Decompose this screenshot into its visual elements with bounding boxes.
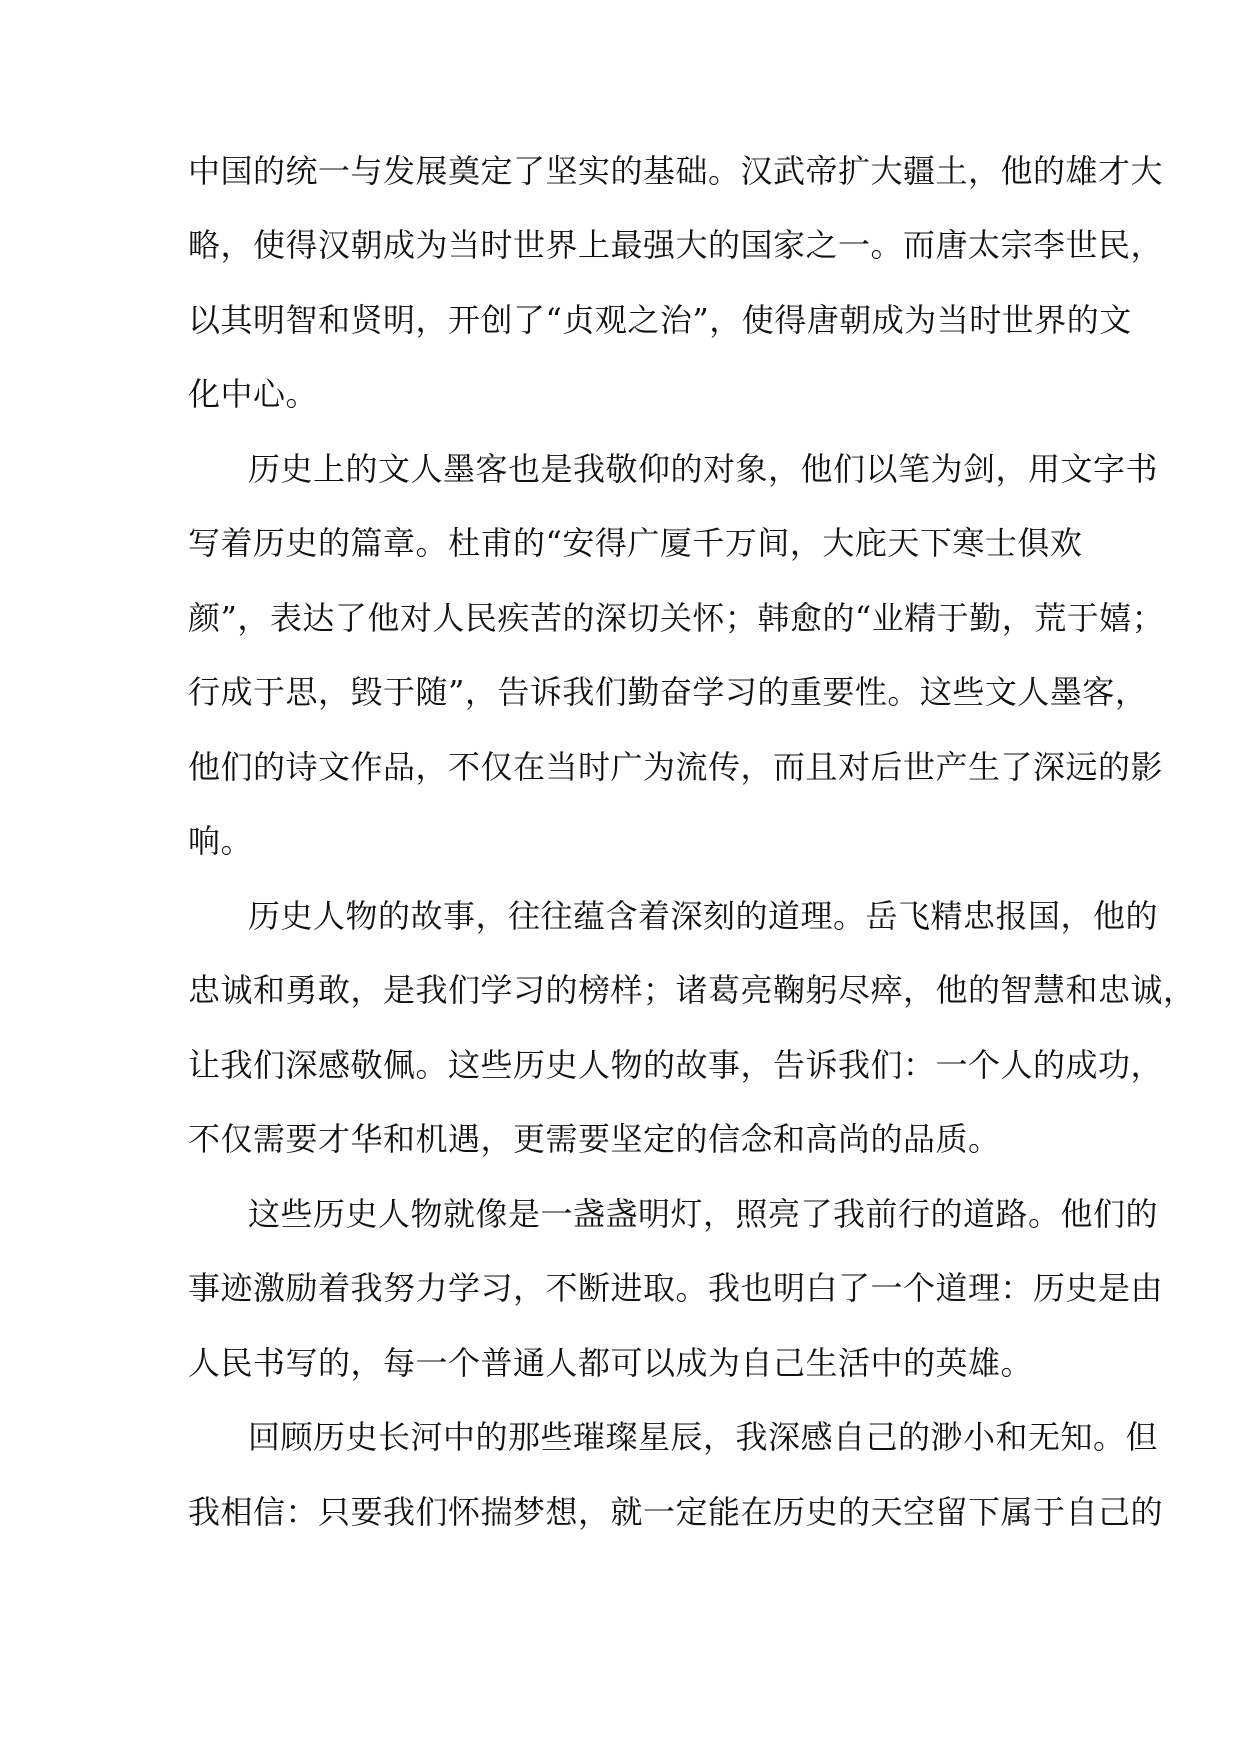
text-line: 写着历史的篇章。杜甫的“安得广厦千万间，大庇天下寒士俱欢 — [188, 524, 1083, 562]
text-line: 人民书写的，每一个普通人都可以成为自己生活中的英雄。 — [188, 1344, 1034, 1382]
text-line: 让我们深感敬佩。这些历史人物的故事，告诉我们：一个人的成功， — [188, 1046, 1164, 1084]
text-line: 以其明智和贤明，开创了“贞观之治”，使得唐朝成为当时世界的文 — [188, 301, 1132, 339]
text-line: 我相信：只要我们怀揣梦想，就一定能在历史的天空留下属于自己的 — [188, 1493, 1164, 1531]
text-line: 事迹激励着我努力学习，不断进取。我也明白了一个道理：历史是由 — [188, 1269, 1164, 1307]
text-line: 这些历史人物就像是一盏盏明灯，照亮了我前行的道路。他们的 — [248, 1195, 1159, 1233]
text-line: 回顾历史长河中的那些璀璨星辰，我深感自己的渺小和无知。但 — [248, 1418, 1159, 1456]
text-line: 行成于思，毁于随”，告诉我们勤奋学习的重要性。这些文人墨客， — [188, 673, 1148, 711]
text-line: 化中心。 — [188, 375, 319, 413]
text-line: 忠诚和勇敢，是我们学习的榜样；诸葛亮鞠躬尽瘁，他的智慧和忠诚， — [188, 971, 1196, 1009]
text-line: 历史上的文人墨客也是我敬仰的对象，他们以笔为剑，用文字书 — [248, 450, 1159, 488]
text-line: 不仅需要才华和机遇，更需要坚定的信念和高尚的品质。 — [188, 1120, 1001, 1158]
text-line: 略，使得汉朝成为当时世界上最强大的国家之一。而唐太宗李世民， — [188, 226, 1164, 264]
text-line: 响。 — [188, 822, 254, 860]
text-line: 他们的诗文作品，不仅在当时广为流传，而且对后世产生了深远的影 — [188, 748, 1164, 786]
text-line: 历史人物的故事，往往蕴含着深刻的道理。岳飞精忠报国，他的 — [248, 897, 1159, 935]
text-line: 颜”，表达了他对人民疾苦的深切关怀；韩愈的“业精于勤，荒于嬉； — [188, 599, 1165, 637]
text-line: 中国的统一与发展奠定了坚实的基础。汉武帝扩大疆土，他的雄才大 — [188, 152, 1164, 190]
